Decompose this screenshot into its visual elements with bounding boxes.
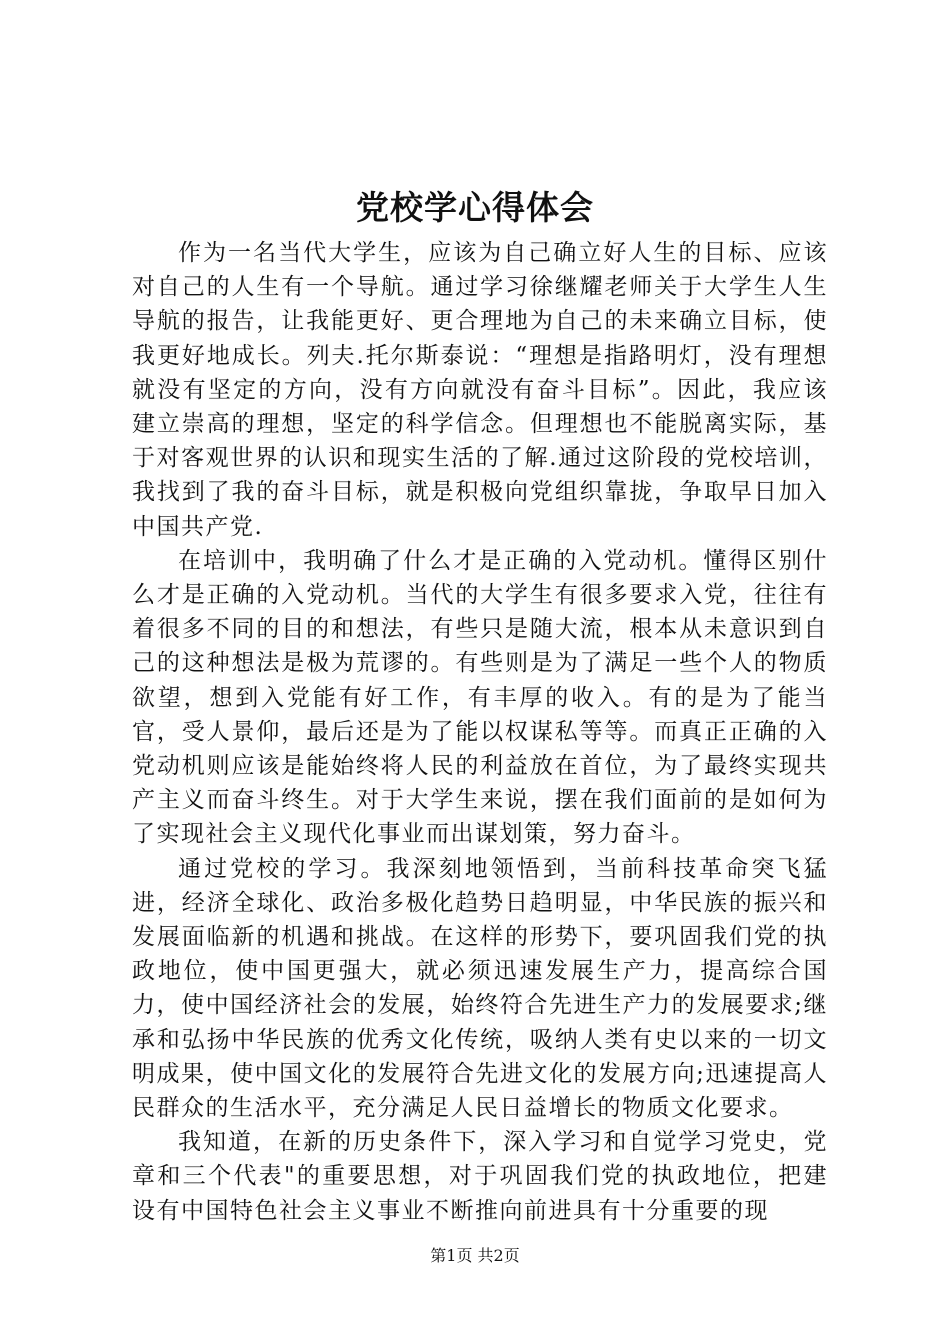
paragraph-1: 作为一名当代大学生，应该为自己确立好人生的目标、应该对自己的人生有一个导航。通过学习徐继耀老师关于大学生人生导航的报告，让我能更好、更合理地为自己的未来确立目标，使我更好地成长。列夫.托尔斯泰说：“理想是指路明灯，没有理想就没有坚定的方向，没有方向就没有奋斗目标”。因此，我应该建立崇高的理想，坚定的科学信念。但理想也不能脱离实际，基于对客观世界的认识和现实生活的了解.通过这阶段的党校培训，我找到了我的奋斗目标，就是积极向党组织靠拢，争取早日加入中国共产党.: [132, 240, 828, 540]
paragraph-3: 通过党校的学习。我深刻地领悟到，当前科技革命突飞猛进，经济全球化、政治多极化趋势日趋明显，中华民族的振兴和发展面临新的机遇和挑战。在这样的形势下，要巩固我们党的执政地位，使中国更强大，就必须迅速发展生产力，提高综合国力，使中国经济社会的发展，始终符合先进生产力的发展要求;继承和弘扬中华民族的优秀文化传统，吸纳人类有史以来的一切文明成果，使中国文化的发展符合先进文化的发展方向;迅速提高人民群众的生活水平，充分满足人民日益增长的物质文化要求。: [132, 855, 828, 1122]
page-number-footer: 第1页 共2页: [430, 1246, 520, 1265]
paragraph-4: 我知道，在新的历史条件下，深入学习和自觉学习党史，党章和三个代表"的重要思想，对于巩固我们党的执政地位，把建设有中国特色社会主义事业不断推向前进具有十分重要的现: [132, 1129, 828, 1224]
document-body: [132, 236, 828, 1228]
document-title: 党校学心得体会: [356, 188, 594, 227]
paragraph-2: 在培训中，我明确了什么才是正确的入党动机。懂得区别什么才是正确的入党动机。当代的大学生有很多要求入党，往往有着很多不同的目的和想法，有些只是随大流，根本从未意识到自己的这种想法是极为荒谬的。有些则是为了满足一些个人的物质欲望，想到入党能有好工作，有丰厚的收入。有的是为了能当官，受人景仰，最后还是为了能以权谋私等等。而真正正确的入党动机则应该是能始终将人民的利益放在首位，为了最终实现共产主义而奋斗终生。对于大学生来说，摆在我们面前的是如何为了实现社会主义现代化事业而出谋划策，努力奋斗。: [132, 547, 828, 848]
